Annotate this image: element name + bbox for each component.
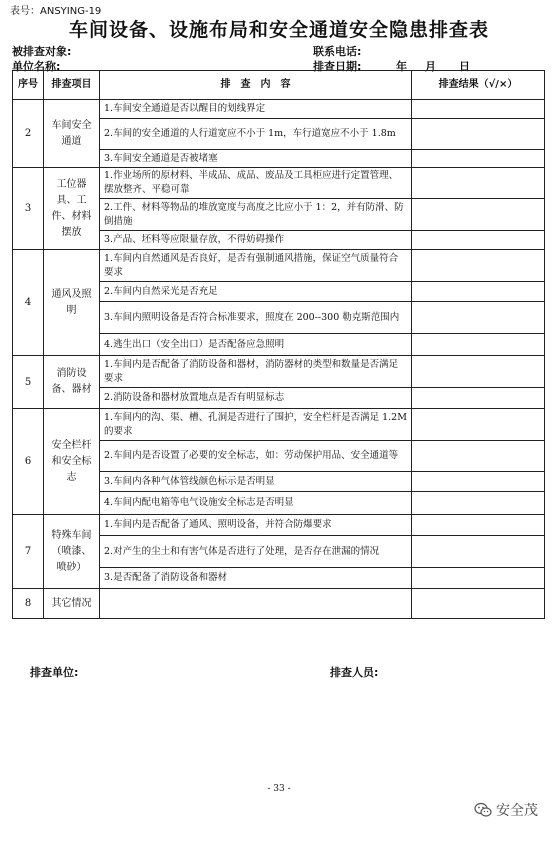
- day-label: 日: [459, 60, 470, 73]
- table-body: [13, 100, 545, 619]
- section-category: 安全栏杆和安全标志: [44, 409, 100, 515]
- result-cell[interactable]: [412, 536, 545, 568]
- header-result: 排查结果（√/×）: [412, 71, 545, 100]
- inspection-item: 2.车间的安全通道的人行道宽应不小于 1m，车行道宽应不小于 1.8m: [100, 119, 412, 150]
- inspection-table: [12, 70, 545, 619]
- inspection-item: 1.车间内是否配备了消防设备和器材，消防器材的类型和数量是否满足要求: [100, 356, 412, 388]
- section-category: 工位器具、工件、材料摆放: [44, 168, 100, 250]
- result-cell[interactable]: [412, 302, 545, 334]
- result-cell[interactable]: [412, 334, 545, 356]
- section-number: 4: [13, 250, 44, 356]
- table-row: [13, 168, 545, 199]
- result-cell[interactable]: [412, 150, 545, 168]
- section-number: 8: [13, 589, 44, 619]
- section-number: 6: [13, 409, 44, 515]
- result-cell[interactable]: [412, 409, 545, 441]
- form-number: 表号：ANSYING-19: [10, 6, 102, 17]
- inspection-item: 2.工件、材料等物品的堆放宽度与高度之比应小于 1：2，并有防滑、防倒措施: [100, 199, 412, 231]
- inspected-unit-label: 被排查对象:: [12, 45, 72, 58]
- header-category: 排查项目: [44, 71, 100, 100]
- section-category: 其它情况: [44, 589, 100, 619]
- section-category: 特殊车间（喷漆、喷砂）: [44, 515, 100, 589]
- inspection-item: 3.车间安全通道是否被堵塞: [100, 150, 412, 168]
- inspection-item: 1.车间内是否配备了通风、照明设备，并符合防爆要求: [100, 515, 412, 536]
- inspection-item: 3.产品、坯料等应限量存放，不得妨碍操作: [100, 231, 412, 250]
- inspection-item: 1.车间内自然通风是否良好，是否有强制通风措施，保证空气质量符合要求: [100, 250, 412, 282]
- wechat-icon: [474, 802, 492, 818]
- result-cell[interactable]: [412, 568, 545, 589]
- result-cell[interactable]: [412, 589, 545, 619]
- table-row: [13, 100, 545, 119]
- section-number: 5: [13, 356, 44, 409]
- inspector-label: 排查人员:: [330, 666, 379, 679]
- result-cell[interactable]: [412, 492, 545, 515]
- table-row: [13, 589, 545, 619]
- inspection-item: [100, 589, 412, 619]
- watermark: [474, 800, 538, 820]
- section-number: 2: [13, 100, 44, 168]
- result-cell[interactable]: [412, 356, 545, 388]
- result-cell[interactable]: [412, 441, 545, 472]
- inspection-item: 2.对产生的尘土和有害气体是否进行了处理，是否存在泄漏的情况: [100, 536, 412, 568]
- inspection-item: 2.车间内是否设置了必要的安全标志，如：劳动保护用品、安全通道等: [100, 441, 412, 472]
- year-label: 年: [396, 60, 407, 73]
- table-header-row: [13, 71, 545, 100]
- inspection-item: 3.是否配备了消防设备和器材: [100, 568, 412, 589]
- section-number: 3: [13, 168, 44, 250]
- inspection-date-label: 排查日期:: [313, 60, 362, 73]
- inspection-item: 2.车间内自然采光是否充足: [100, 282, 412, 302]
- contact-phone-label: 联系电话:: [313, 45, 362, 58]
- page-number: - 33 -: [267, 784, 291, 794]
- result-cell[interactable]: [412, 282, 545, 302]
- page-title: 车间设备、设施布局和安全通道安全隐患排查表: [68, 19, 489, 41]
- inspection-item: 1.车间安全通道是否以醒目的划线界定: [100, 100, 412, 119]
- table-row: [13, 409, 545, 441]
- table-row: [13, 356, 545, 388]
- header-content: 排 查 内 容: [100, 71, 412, 100]
- inspection-unit-label: 排查单位:: [30, 666, 79, 679]
- inspection-item: 2.消防设备和器材放置地点是否有明显标志: [100, 388, 412, 409]
- month-label: 月: [425, 60, 436, 73]
- result-cell[interactable]: [412, 250, 545, 282]
- result-cell[interactable]: [412, 231, 545, 250]
- result-cell[interactable]: [412, 515, 545, 536]
- inspection-item: 1.作业场所的原材料、半成品、成品、废品及工具柜应进行定置管理、摆放整齐、平稳可靠: [100, 168, 412, 199]
- unit-name-label: 单位名称:: [12, 60, 61, 73]
- result-cell[interactable]: [412, 199, 545, 231]
- section-category: 消防设备、器材: [44, 356, 100, 409]
- inspection-item: 3.车间内各种气体管线颜色标示是否明显: [100, 472, 412, 492]
- result-cell[interactable]: [412, 472, 545, 492]
- inspection-item: 3.车间内照明设备是否符合标准要求，照度在 200--300 勒克斯范围内: [100, 302, 412, 334]
- inspection-item: 1.车间内的沟、渠、槽、孔洞是否进行了围护，安全栏杆是否满足 1.2M 的要求: [100, 409, 412, 441]
- section-number: 7: [13, 515, 44, 589]
- table-row: [13, 250, 545, 282]
- inspection-item: 4.逃生出口（安全出口）是否配备应急照明: [100, 334, 412, 356]
- header-seq: 序号: [13, 71, 44, 100]
- result-cell[interactable]: [412, 119, 545, 150]
- table-row: [13, 515, 545, 536]
- watermark-text: 安全茂: [496, 803, 538, 819]
- result-cell[interactable]: [412, 388, 545, 409]
- result-cell[interactable]: [412, 100, 545, 119]
- result-cell[interactable]: [412, 168, 545, 199]
- section-category: 车间安全通道: [44, 100, 100, 168]
- inspection-item: 4.车间内配电箱等电气设施安全标志是否明显: [100, 492, 412, 515]
- section-category: 通风及照明: [44, 250, 100, 356]
